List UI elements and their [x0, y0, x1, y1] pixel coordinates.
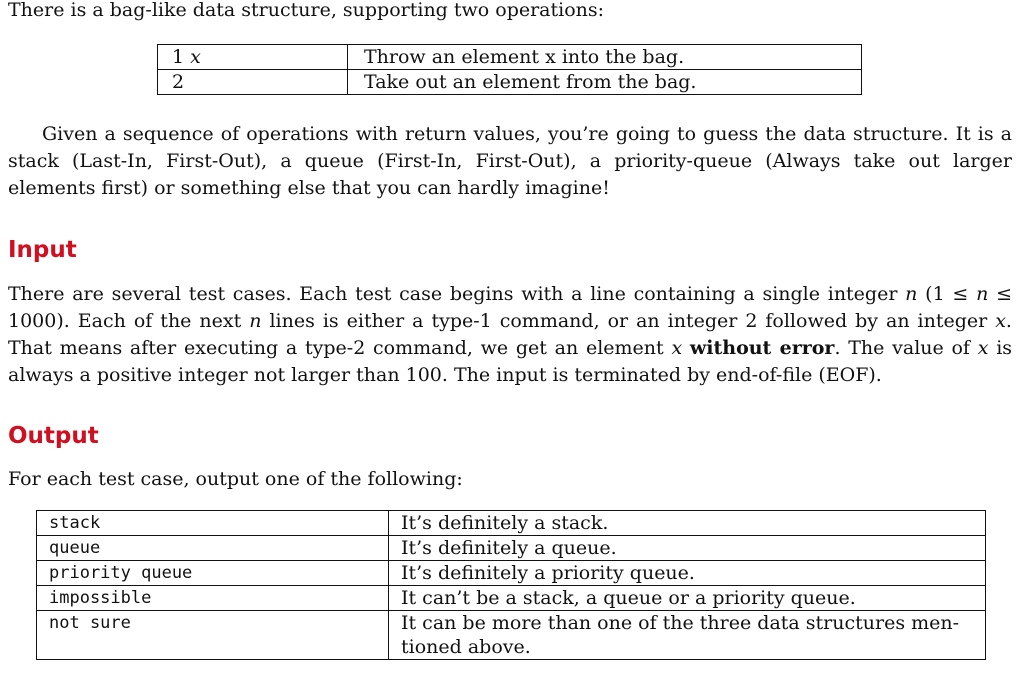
input-heading: Input [8, 237, 77, 263]
table-row [37, 561, 986, 586]
command-number: 2 [172, 71, 185, 93]
output-code: impossible [37, 586, 389, 611]
output-paragraph: For each test case, output one of the following: [8, 468, 463, 490]
table-row [37, 511, 986, 536]
command-variable: x [190, 46, 201, 68]
output-meaning: It can’t be a stack, a queue or a priority queue. [389, 586, 986, 611]
description-paragraph: Given a sequence of operations with return values, you’re going to guess the data structure. It is a stack (Last-In, First-Out), a queue (First-In, First-Out), a priority-queue (Always take out larger elements first) or something else that you can hardly imagine! [8, 123, 1012, 199]
operation-description: Take out an element from the bag. [348, 70, 862, 95]
operations-table [157, 44, 862, 95]
output-meaning: It’s definitely a priority queue. [389, 561, 986, 586]
output-code: stack [37, 511, 389, 536]
table-row [37, 611, 986, 660]
output-table [36, 510, 986, 660]
output-meaning: It’s definitely a queue. [389, 536, 986, 561]
table-row [37, 586, 986, 611]
operation-description: Throw an element x into the bag. [348, 45, 862, 70]
command-number: 1 [172, 46, 185, 68]
output-code: priority queue [37, 561, 389, 586]
intro-text: There is a bag-like data structure, supporting two operations: [8, 0, 605, 21]
emphasis-text: without error [689, 337, 835, 359]
table-row [37, 536, 986, 561]
input-paragraph: There are several test cases. Each test case begins with a line containing a single integer n (1 ≤ n ≤ 1000). Each of the next n lines is either a type-1 command, or an integer 2 followed by an integer x. That means after executing a type-2 command, we get an element x without error. The value of x is always a positive integer not larger than 100. The input is terminated by end-of-file (EOF). [8, 283, 1013, 386]
table-row [158, 70, 862, 95]
output-code: queue [37, 536, 389, 561]
operation-command [158, 70, 348, 95]
output-heading: Output [8, 423, 99, 449]
output-code: not sure [37, 611, 389, 660]
table-row [158, 45, 862, 70]
output-meaning: It can be more than one of the three data structures men- tioned above. [389, 611, 986, 660]
output-meaning: It’s definitely a stack. [389, 511, 986, 536]
operation-command [158, 45, 348, 70]
